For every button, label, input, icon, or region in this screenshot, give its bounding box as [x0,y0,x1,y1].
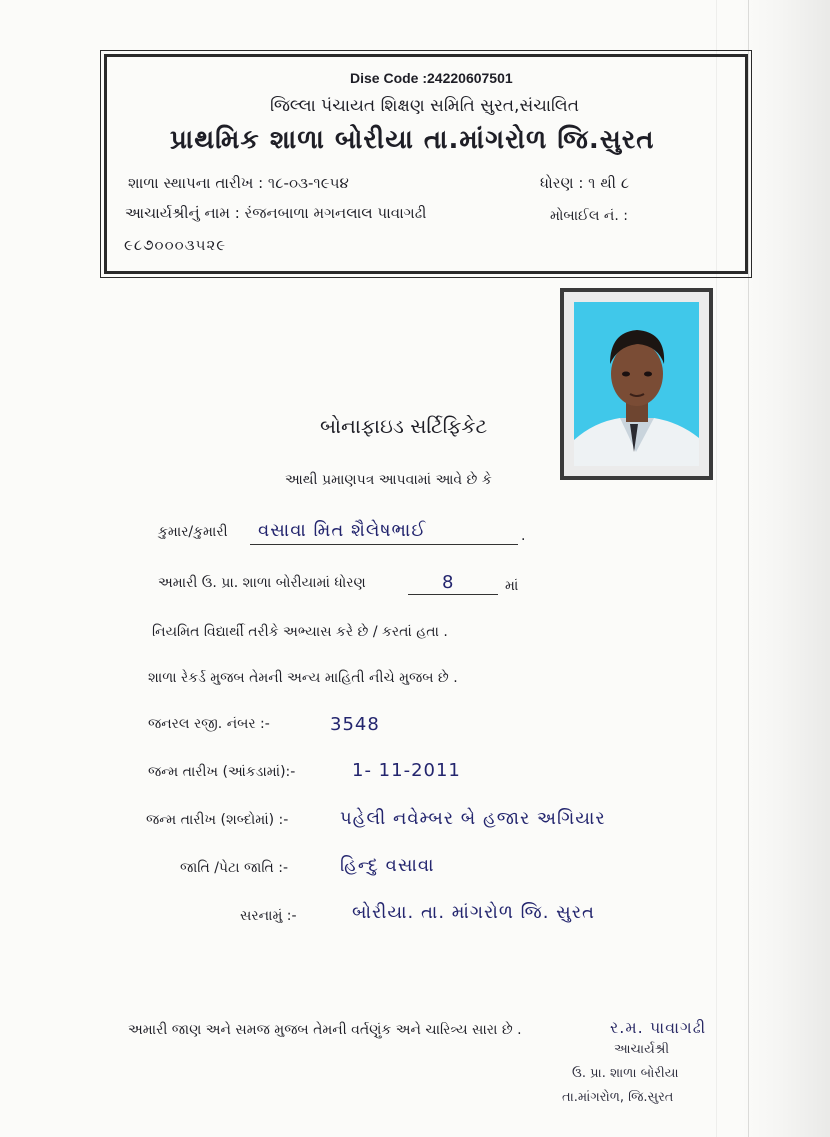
certificate-title: બોનાફાઇડ સર્ટિફિકેટ [320,414,488,438]
name-end-dot: . [521,528,526,544]
dob-figures-value: 1- 11-2011 [352,760,461,781]
records-line: શાળા રેકર્ડ મુજબ તેમની અન્ય માહિતી નીચે મુજબ છે . [148,670,458,686]
regular-student-line: નિયમિત વિદ્યાર્થી તરીકે અભ્યાસ કરે છે / કરતાં હતા . [152,624,448,640]
school-name: પ્રાથમિક શાળા બોરીયા તા.માંગરોળ જિ.સુરત [170,125,655,155]
name-underline [250,544,518,545]
intro-line: આથી પ્રમાણપત્ર આપવામાં આવે છે કે [285,472,492,488]
dob-words-value: પહેલી નવેમ્બર બે હજાર અગિયાર [340,808,606,829]
establishment-date: શાળા સ્થાપના તારીખ : ૧૮-૦૩-૧૯૫૪ [128,174,349,192]
address-value: બોરીયા. તા. માંગરોળ જિ. સુરત [352,902,595,923]
standard-range: ધોરણ : ૧ થી ૮ [540,174,630,192]
principal-signature: ર.મ. પાવાગઢી [610,1018,707,1037]
gr-number-label: જનરલ રજી. નંબર :- [148,716,270,732]
dob-words-label: જન્મ તારીખ (શબ્દોમાં) :- [146,812,289,828]
standard-suffix: માં [505,578,519,594]
student-name: વસાવા મિત શૈલેષભાઈ [258,520,427,541]
mobile-label: મોબાઈલ નં. : [550,208,628,224]
conduct-statement: અમારી જાણ અને સમજ મુજબ તેમની વર્તણુંક અને ચારિત્ર્ય સારા છે . [128,1022,522,1038]
caste-value: હિન્દુ વસાવા [340,855,435,876]
principal-name: આચાર્યશ્રીનું નામ : રંજનબાળા મગનલાલ પાવાગઢી [125,204,427,222]
managing-committee: જિલ્લા પંચાયત શિક્ષણ સમિતિ સુરત,સંચાલિત [270,96,579,116]
gr-number-value: 3548 [330,714,380,735]
stamp-school: ઉ. પ્રા. શાળા બોરીયા [572,1066,679,1081]
page-fold-line [748,0,749,1137]
standard-underline [408,594,498,595]
mobile-number: ૯૮૭૦૦૦૩૫૨૯ [124,236,227,254]
address-label: સરનામું :- [240,908,297,924]
school-standard-label: અમારી ઉ. પ્રા. શાળા બોરીયામાં ધોરણ [158,575,366,591]
dise-code: Dise Code :24220607501 [350,70,513,86]
page-edge-shadow [740,0,830,1137]
student-photo-frame [560,288,713,480]
student-photo [574,302,699,466]
name-label: કુમાર/કુમારી [158,524,228,540]
stamp-address: તા.માંગરોળ, જિ.સુરત [562,1090,674,1105]
caste-label: જાતિ /પેટા જાતિ :- [180,860,288,876]
dob-figures-label: જન્મ તારીખ (આંકડામાં):- [148,764,296,780]
stamp-designation: આચાર્યશ્રી [614,1042,670,1057]
standard-value: 8 [442,572,455,593]
